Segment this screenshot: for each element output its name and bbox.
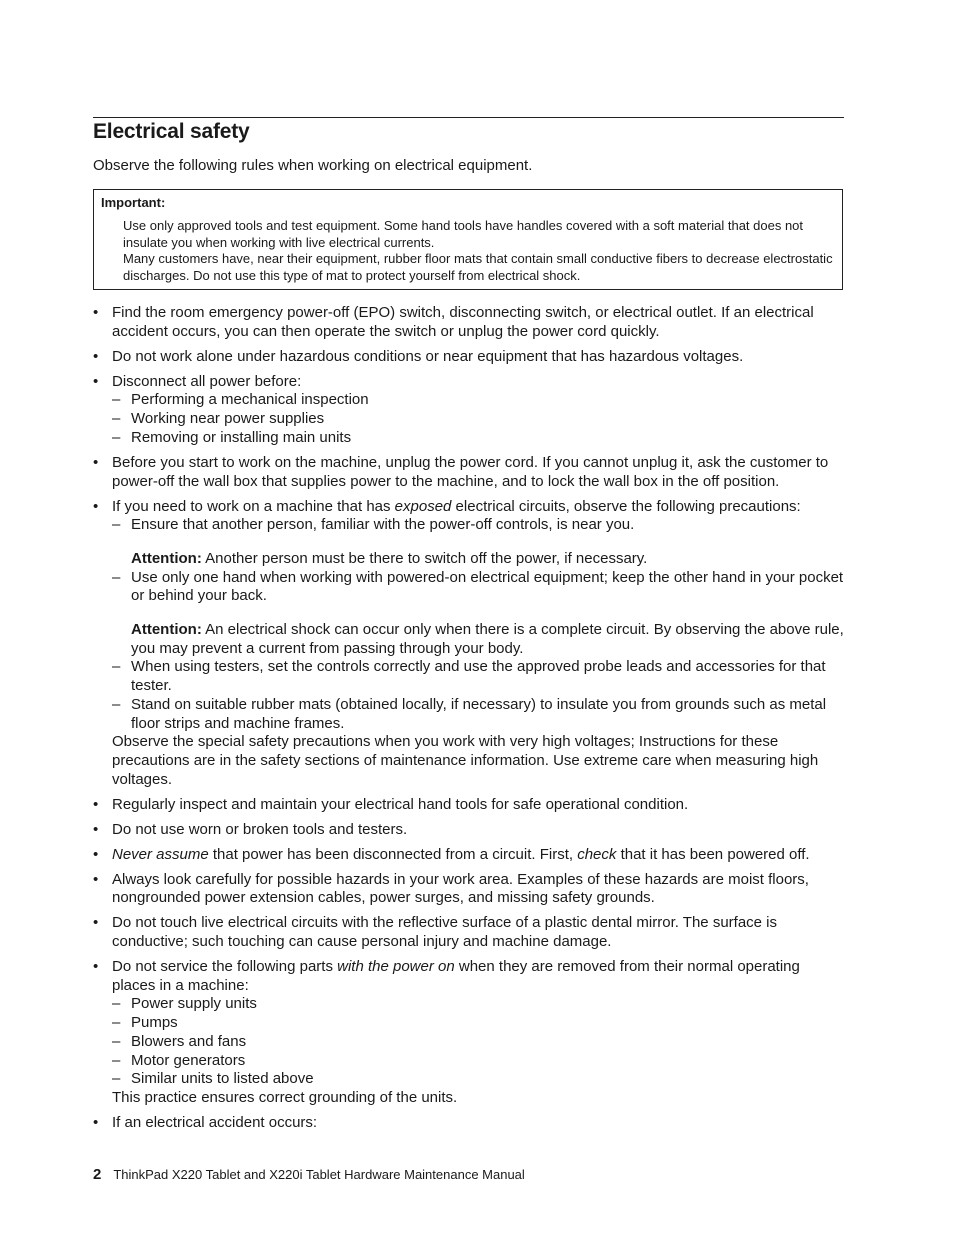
sub-list-text: Removing or installing main units [131, 428, 352, 446]
sub-list-item [112, 995, 846, 1014]
important-paragraph: Many customers have, near their equipment, rubber floor mats that contain small conductive fibers to decrease electrostatic discharges. Do not use this type of mat to protect yourself from electrical shock. [123, 251, 833, 284]
sub-list-text: Power supply units [131, 995, 257, 1013]
important-paragraph: Use only approved tools and test equipment. Some hand tools have handles covered with a soft material that does not insulate you when working with live electrical currents. [123, 218, 804, 250]
sub-list-text: Use only one hand when working with powered-on electrical equipment; keep the other hand in your pocket or behind your back. [131, 568, 844, 605]
sub-list-text: Motor generators [131, 1051, 246, 1069]
bullet-mark: • [93, 914, 99, 932]
high-voltage-note: Observe the special safety precautions when you work with very high voltages; Instructions for these precautions are in the safety sections of maintenance information. Use extreme care when measuring high voltages. [112, 733, 819, 788]
list-item-text: If an electrical accident occurs: [112, 1113, 318, 1131]
page-number: 2 [93, 1166, 102, 1183]
intro-text: Observe the following rules when working on electrical equipment. [93, 157, 533, 174]
important-notice-box [93, 189, 843, 290]
sub-list-item [112, 658, 846, 695]
list-item [93, 796, 846, 815]
sub-list-text: Blowers and fans [131, 1032, 247, 1050]
dash-mark: – [112, 568, 121, 586]
bullet-mark: • [93, 304, 99, 321]
list-item-text: Regularly inspect and maintain your electrical hand tools for safe operational condition. [112, 795, 689, 813]
important-label: Important: [101, 195, 166, 210]
emphasis: exposed [394, 497, 452, 515]
bullet-mark: • [93, 820, 99, 838]
manual-title: ThinkPad X220 Tablet and X220i Tablet Hardware Maintenance Manual [113, 1167, 525, 1182]
sub-list-text: Stand on suitable rubber mats (obtained locally, if necessary) to insulate you from grounds such as metal floor strips and machine frames. [131, 695, 827, 732]
dash-mark: – [112, 1051, 121, 1069]
sub-list-item [112, 696, 846, 733]
important-body [123, 218, 835, 285]
list-item-text: Never assume that power has been disconnected from a circuit. First, check that it has been powered off. [112, 845, 810, 863]
list-item-text: Before you start to work on the machine, unplug the power cord. If you cannot unplug it, ask the customer to power-off the wall box that supplies power to the machine, and to lock the wall box in the off position. [112, 453, 829, 490]
list-item-text: Do not use worn or broken tools and testers. [112, 820, 408, 838]
bullet-mark: • [93, 870, 99, 888]
list-item [93, 871, 846, 908]
list-item [93, 1114, 846, 1133]
sub-list-item [112, 1070, 846, 1089]
page-footer [93, 1166, 525, 1184]
bullet-mark: • [93, 372, 99, 390]
attention-label: Attention: [131, 549, 202, 567]
sub-list-text: Ensure that another person, familiar with the power-off controls, is near you. [131, 516, 635, 534]
bullet-mark: • [93, 845, 99, 863]
list-item-text: Do not service the following parts with the power on when they are removed from their normal operating places in a machine: [112, 958, 800, 994]
list-item [93, 958, 846, 1108]
dash-mark: – [112, 516, 121, 534]
sub-list [112, 516, 846, 733]
sub-list-text: Working near power supplies [131, 410, 325, 428]
dash-mark: – [112, 1014, 121, 1032]
sub-list [112, 995, 846, 1089]
sub-list-item [112, 569, 846, 659]
attention-note: Attention: Another person must be there to switch off the power, if necessary. [131, 549, 648, 567]
section-rule [93, 117, 844, 118]
sub-list-item [112, 1052, 846, 1071]
sub-list-text: When using testers, set the controls correctly and use the approved probe leads and accessories for that tester. [131, 658, 826, 695]
sub-list-item [112, 516, 846, 568]
list-item-text: Disconnect all power before: [112, 372, 302, 390]
dash-mark: – [112, 428, 121, 446]
list-item [93, 846, 846, 865]
dash-mark: – [112, 1070, 121, 1088]
sub-list-item [112, 1033, 846, 1052]
bullet-mark: • [93, 497, 99, 515]
safety-rules-list [93, 304, 846, 1139]
dash-mark: – [112, 695, 121, 713]
dash-mark: – [112, 995, 121, 1013]
list-item-text: Do not work alone under hazardous conditions or near equipment that has hazardous voltages. [112, 347, 744, 365]
emphasis: check [577, 845, 617, 863]
sub-list-item [112, 391, 846, 410]
grounding-note: This practice ensures correct grounding of the units. [112, 1088, 458, 1106]
dash-mark: – [112, 658, 121, 676]
bullet-mark: • [93, 958, 99, 976]
sub-list-text: Pumps [131, 1014, 178, 1032]
sub-list [112, 391, 846, 447]
bullet-mark: • [93, 453, 99, 471]
list-item [93, 821, 846, 840]
bullet-mark: • [93, 347, 99, 365]
list-item [93, 348, 846, 367]
dash-mark: – [112, 410, 121, 428]
list-item-text: Always look carefully for possible hazards in your work area. Examples of these hazards are moist floors, nongrounded power extension cables, power surges, and missing safety grounds. [112, 870, 809, 907]
attention-note: Attention: An electrical shock can occur only when there is a complete circuit. By observing the above rule, you may prevent a current from passing through your body. [131, 621, 844, 657]
sub-list-text: Performing a mechanical inspection [131, 391, 369, 409]
list-item [93, 304, 846, 341]
sub-list-text: Similar units to listed above [131, 1070, 314, 1088]
dash-mark: – [112, 391, 121, 409]
list-item [93, 914, 846, 951]
sub-list-item [112, 429, 846, 448]
list-item-text: If you need to work on a machine that has exposed electrical circuits, observe the following precautions: [112, 497, 801, 515]
list-item [93, 498, 846, 790]
emphasis: Never assume [112, 845, 209, 863]
sub-list-item [112, 1014, 846, 1033]
bullet-mark: • [93, 795, 99, 813]
list-item [93, 373, 846, 448]
page-title: Electrical safety [93, 120, 250, 143]
emphasis: with the power on [337, 958, 455, 976]
list-item-text: Do not touch live electrical circuits with the reflective surface of a plastic dental mirror. The surface is conductive; such touching can cause personal injury and machine damage. [112, 914, 778, 951]
list-item-text: Find the room emergency power-off (EPO) switch, disconnecting switch, or electrical outlet. If an electrical accident occurs, you can then operate the switch or unplug the power cord quickly. [112, 304, 814, 340]
list-item [93, 454, 846, 491]
attention-label: Attention: [131, 621, 202, 639]
bullet-mark: • [93, 1113, 99, 1131]
sub-list-item [112, 410, 846, 429]
dash-mark: – [112, 1032, 121, 1050]
